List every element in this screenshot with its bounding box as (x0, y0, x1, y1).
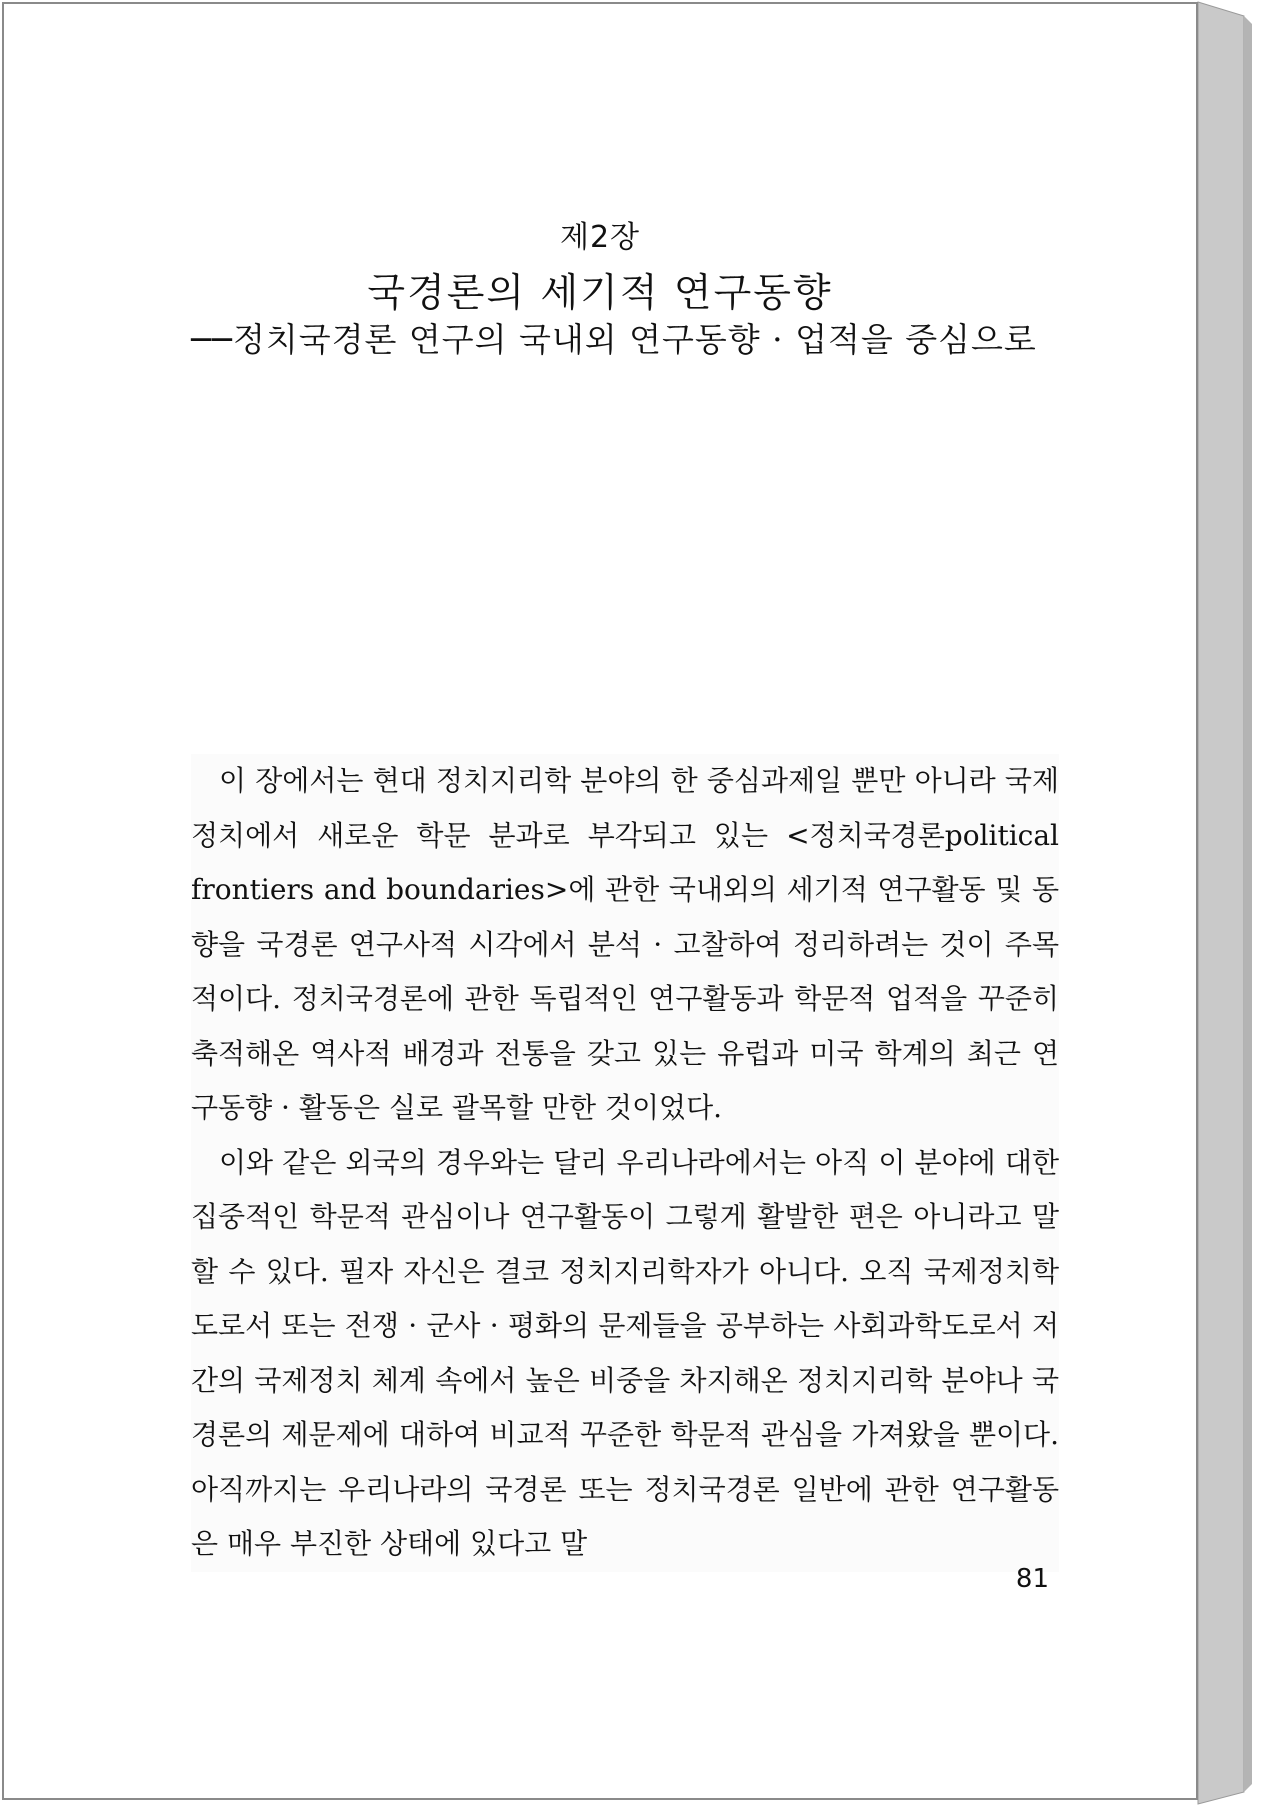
paragraph: 이 장에서는 현대 정치지리학 분야의 한 중심과제일 뿐만 아니라 국제정치에서 새로운 학문 분과로 부각되고 있는 <정치국경론political frontiers and boundaries>에 관한 국내외의 세기적 연구활동 및 동향을 국경론 연구사적 시각에서 분석 · 고찰하여 정리하려는 것이 주목적이다. 정치국경론에 관한 독립적인 연구활동과 학문적 업적을 꾸준히 축적해온 역사적 배경과 전통을 갖고 있는 유럽과 미국 학계의 최근 연구동향 · 활동은 실로 괄목할 만한 것이었다. (191, 764, 1059, 1124)
chapter-subtitle: ──정치국경론 연구의 국내외 연구동향 · 업적을 중심으로 (191, 320, 1037, 359)
chapter-title: 국경론의 세기적 연구동향 (367, 271, 833, 316)
paragraph: 이와 같은 외국의 경우와는 달리 우리나라에서는 아직 이 분야에 대한 집중적인 학문적 관심이나 연구활동이 그렇게 활발한 편은 아니라고 말할 수 있다. 필자 자신은 결코 정치지리학자가 아니다. 오직 국제정치학도로서 또는 전쟁 · 군사 · 평화의 문제들을 공부하는 사회과학도로서 저간의 국제정치 체계 속에서 높은 비중을 차지해온 정치지리학 분야나 국경론의 제문제에 대하여 비교적 꾸준한 학문적 관심을 가져왔을 뿐이다. 아직까지는 우리나라의 국경론 또는 정치국경론 일반에 관한 연구활동은 매우 부진한 상태에 있다고 말 (191, 1145, 1059, 1560)
chapter-number: 제2장 (559, 220, 641, 255)
book-page (2, 2, 1198, 1800)
page-number: 81 (1015, 1564, 1049, 1594)
body-text (191, 754, 1059, 1572)
